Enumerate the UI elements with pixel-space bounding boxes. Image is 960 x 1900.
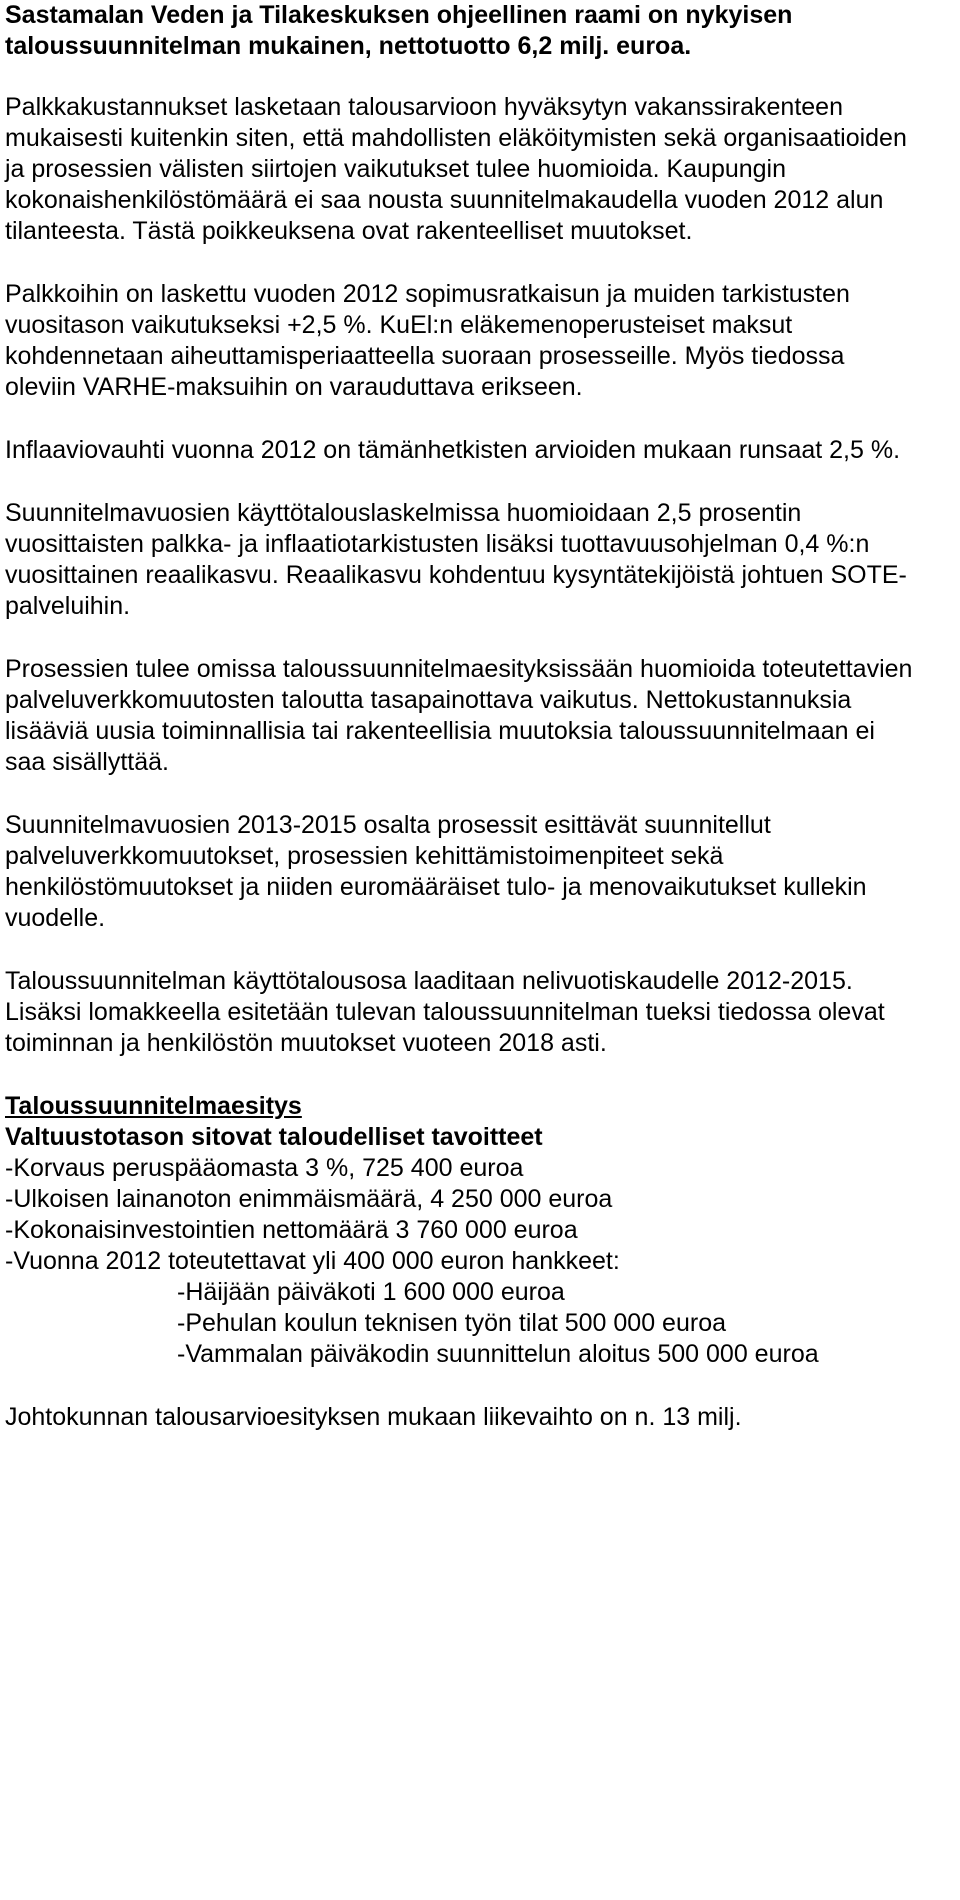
spacer <box>5 466 920 498</box>
project-item: -Häijään päiväkoti 1 600 000 euroa <box>177 1278 565 1306</box>
spacer <box>5 403 920 435</box>
paragraph-service-network: Prosessien tulee omissa taloussuunnitelmaesityksissään huomioida toteutettavien palveluverkkomuutosten taloutta tasapainottava vaikutus. Nettokustannuksia lisääviä uusia toiminnallisia tai rakenteellisia muutoksia taloussuunnitelmaan ei saa sisällyttää. <box>5 655 913 776</box>
spacer <box>5 1059 920 1091</box>
paragraph-four-year-plan: Taloussuunnitelman käyttötalousosa laaditaan nelivuotiskaudelle 2012-2015. Lisäksi lomakkeella esitetään tulevan taloussuunnitelman tueksi tiedossa olevat toiminnan ja henkilöstön muutokset vuoteen 2018 asti. <box>5 967 885 1057</box>
target-item: -Korvaus peruspääomasta 3 %, 725 400 euroa <box>5 1154 524 1182</box>
project-item: -Pehulan koulun teknisen työn tilat 500 000 euroa <box>177 1309 726 1337</box>
spacer <box>5 247 920 279</box>
section-heading: Taloussuunnitelmaesitys <box>5 1092 302 1120</box>
spacer <box>5 934 920 966</box>
paragraph-real-growth: Suunnitelmavuosien käyttötalouslaskelmissa huomioidaan 2,5 prosentin vuosittaisten palkka- ja inflaatiotarkistusten lisäksi tuottavuusohjelman 0,4 %:n vuosittainen reaalikasvu. Reaalikasvu kohdentuu kysyntätekijöistä johtuen SOTE-palveluihin. <box>5 499 907 620</box>
paragraph-inflation: Inflaaviovauhti vuonna 2012 on tämänhetkisten arvioiden mukaan runsaat 2,5 %. <box>5 436 901 464</box>
target-item: -Ulkoisen lainanoton enimmäismäärä, 4 250 000 euroa <box>5 1185 613 1213</box>
spacer <box>5 62 920 92</box>
target-item: -Vuonna 2012 toteutettavat yli 400 000 euron hankkeet: <box>5 1247 620 1275</box>
spacer <box>5 1370 920 1402</box>
intro-paragraph: Sastamalan Veden ja Tilakeskuksen ohjeellinen raami on nykyisen taloussuunnitelman mukainen, nettotuotto 6,2 milj. euroa. <box>5 1 793 60</box>
sub-heading: Valtuustotason sitovat taloudelliset tavoitteet <box>5 1123 543 1151</box>
project-item: -Vammalan päiväkodin suunnittelun aloitus 500 000 euroa <box>177 1340 819 1368</box>
paragraph-planning-years: Suunnitelmavuosien 2013-2015 osalta prosessit esittävät suunnitellut palveluverkkomuutokset, prosessien kehittämistoimenpiteet sekä henkilöstömuutokset ja niiden euromääräiset tulo- ja menovaikutukset kullekin vuodelle. <box>5 811 867 932</box>
spacer <box>5 622 920 654</box>
closing-paragraph: Johtokunnan talousarvioesityksen mukaan liikevaihto on n. 13 milj. <box>5 1403 742 1431</box>
paragraph-salaries: Palkkoihin on laskettu vuoden 2012 sopimusratkaisun ja muiden tarkistusten vuositason vaikutukseksi +2,5 %. KuEl:n eläkemenoperusteiset maksut kohdennetaan aiheuttamisperiaatteella suoraan prosesseille. Myös tiedossa oleviin VARHE-maksuihin on varauduttava erikseen. <box>5 280 850 401</box>
spacer <box>5 778 920 810</box>
paragraph-staff-costs: Palkkakustannukset lasketaan talousarvioon hyväksytyn vakanssirakenteen mukaisesti kuitenkin siten, että mahdollisten eläköitymisten sekä organisaatioiden ja prosessien välisten siirtojen vaikutukset tulee huomioida. Kaupungin kokonaishenkilöstömäärä ei saa nousta suunnitelmakaudella vuoden 2012 alun tilanteesta. Tästä poikkeuksena ovat rakenteelliset muutokset. <box>5 93 907 245</box>
target-item: -Kokonaisinvestointien nettomäärä 3 760 000 euroa <box>5 1216 578 1244</box>
